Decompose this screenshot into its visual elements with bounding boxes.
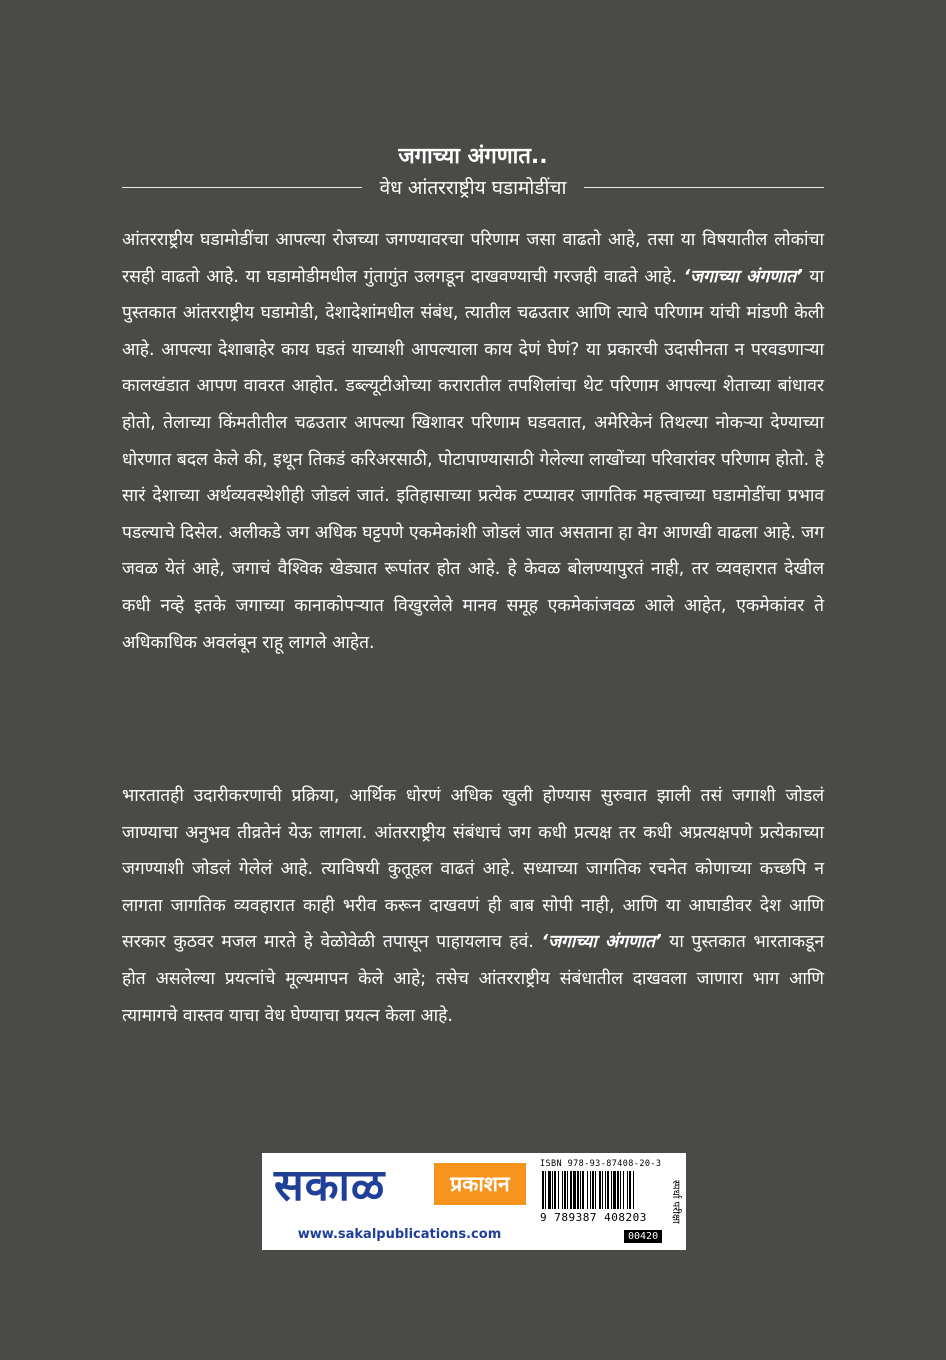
book-subtitle: वेध आंतरराष्ट्रीय घडामोडींचा (379, 177, 567, 199)
blurb-paragraph-1 (122, 222, 824, 661)
subtitle-row (122, 174, 824, 200)
publisher-website[interactable]: www.sakalpublications.com (297, 1227, 502, 1242)
publisher-logo: सकाळ (274, 1160, 386, 1211)
publisher-logo-badge: प्रकाशन (434, 1163, 526, 1205)
paragraph-text: आंतरराष्ट्रीय घडामोडींचा आपल्या रोजच्या जगण्यावरचा परिणाम जसा वाढतो आहे, तसा या विषयातील लोकांचा रसही वाढतो आहे. या घडामोडीमधील गुंतागुंत उलगडून दाखवण्याची गरजही वाढते आहे. (122, 230, 824, 287)
left-divider (122, 187, 362, 188)
paragraph-text: या पुस्तकात भारताकडून होत असलेल्या प्रयत्नांचे मूल्यमापन केले आहे; तसेच आंतरराष्ट्रीय संबंधातील दाखवला जाणारा भाग आणि त्यामागचे वास्तव याचा वेध घेण्याचा प्रयत्न केला आहे. (122, 932, 825, 1026)
barcode-digits: 9 789387 408203 (540, 1211, 647, 1224)
isbn-text: ISBN 978-93-87408-20-3 (540, 1159, 662, 1169)
barcode-icon (540, 1171, 662, 1211)
right-divider (584, 187, 824, 188)
paragraph-text: भारतातही उदारीकरणाची प्रक्रिया, आर्थिक धोरणं अधिक खुली होण्यास सुरुवात झाली तसं जगाशी जोडलं जाण्याचा अनुभव तीव्रतेनं येऊ लागला. आंतरराष्ट्रीय संबंधाचं जग कधी प्रत्यक्ष तर कधी अप्रत्यक्षपणे प्रत्येकाच्या जगण्याशी जोडलं गेलेलं आहे. त्याविषयी कुतूहल वाढतं आहे. सध्याच्या जागतिक रचनेत कोणाच्या कच्छपि न लागता जागतिक व्यवहारात काही भरीव करून दाखवणं ही बाब सोपी नाही, आणि या आघाडीवर देश आणि सरकार कुठवर मजल मारते हे वेळोवेळी तपासून पाहायलाच हवं. (122, 786, 824, 953)
book-title: जगाच्या अंगणात.. (398, 144, 548, 169)
paragraph-text: या पुस्तकात आंतरराष्ट्रीय घडामोडी, देशादेशांमधील संबंध, त्यातील चढउतार आणि त्याचे परिणाम यांची मांडणी केली आहे. आपल्या देशाबाहेर काय घडतं याच्याशी आपल्याला काय देणं घेणं? या प्रकारची उदासीनता न परवडणाऱ्या कालखंडात आपण वावरत आहोत. डब्ल्यूटीओच्या करारातील तपशिलांचा थेट परिणाम आपल्या शेताच्या बांधावर होतो, तेलाच्या किंमतीतील चढउतार आपल्या खिशावर परिणाम घडवतात, अमेरिकेनं तिथल्या नोकऱ्या देण्याच्या धोरणात बदल केले की, इथून तिकडं करिअरसाठी, पोटापाण्यासाठी गेलेल्या लाखोंच्या परिवारांवर परिणाम होतो. हे सारं देशाच्या अर्थव्यवस्थेशीही जोडलं जातं. इतिहासाच्या प्रत्येक टप्प्यावर जागतिक महत्त्वाच्या घडामोडींचा प्रभाव पडल्याचे दिसेल. अलीकडे जग अधिक घट्टपणे एकमेकांशी जोडलं जात असताना हा वेग आणखी वाढला आहे. जग जवळ येतं आहे, जगाचं वैश्विक खेड्यात रूपांतर होत आहे. हे केवळ बोलण्यापुरतं नाही, तर व्यवहारात देखील कधी नव्हे इतके जगाच्या कानाकोपऱ्यात विखुरलेले मानव समूह एकमेकांजवळ आले आहेत, एकमेकांवर ते अधिकाधिक अवलंबून राहू लागले आहेत. (122, 266, 824, 653)
publisher-footer (262, 1153, 686, 1250)
book-title-emphasis: ‘जगाच्या अंगणात’ (541, 932, 662, 953)
price-code: 00420 (624, 1230, 662, 1243)
blurb-paragraph-2 (122, 778, 824, 1034)
category-label: स्पर्धा परीक्षा (670, 1180, 681, 1224)
isbn-barcode (540, 1159, 664, 1245)
book-title-emphasis: ‘जगाच्या अंगणात’ (683, 266, 803, 287)
